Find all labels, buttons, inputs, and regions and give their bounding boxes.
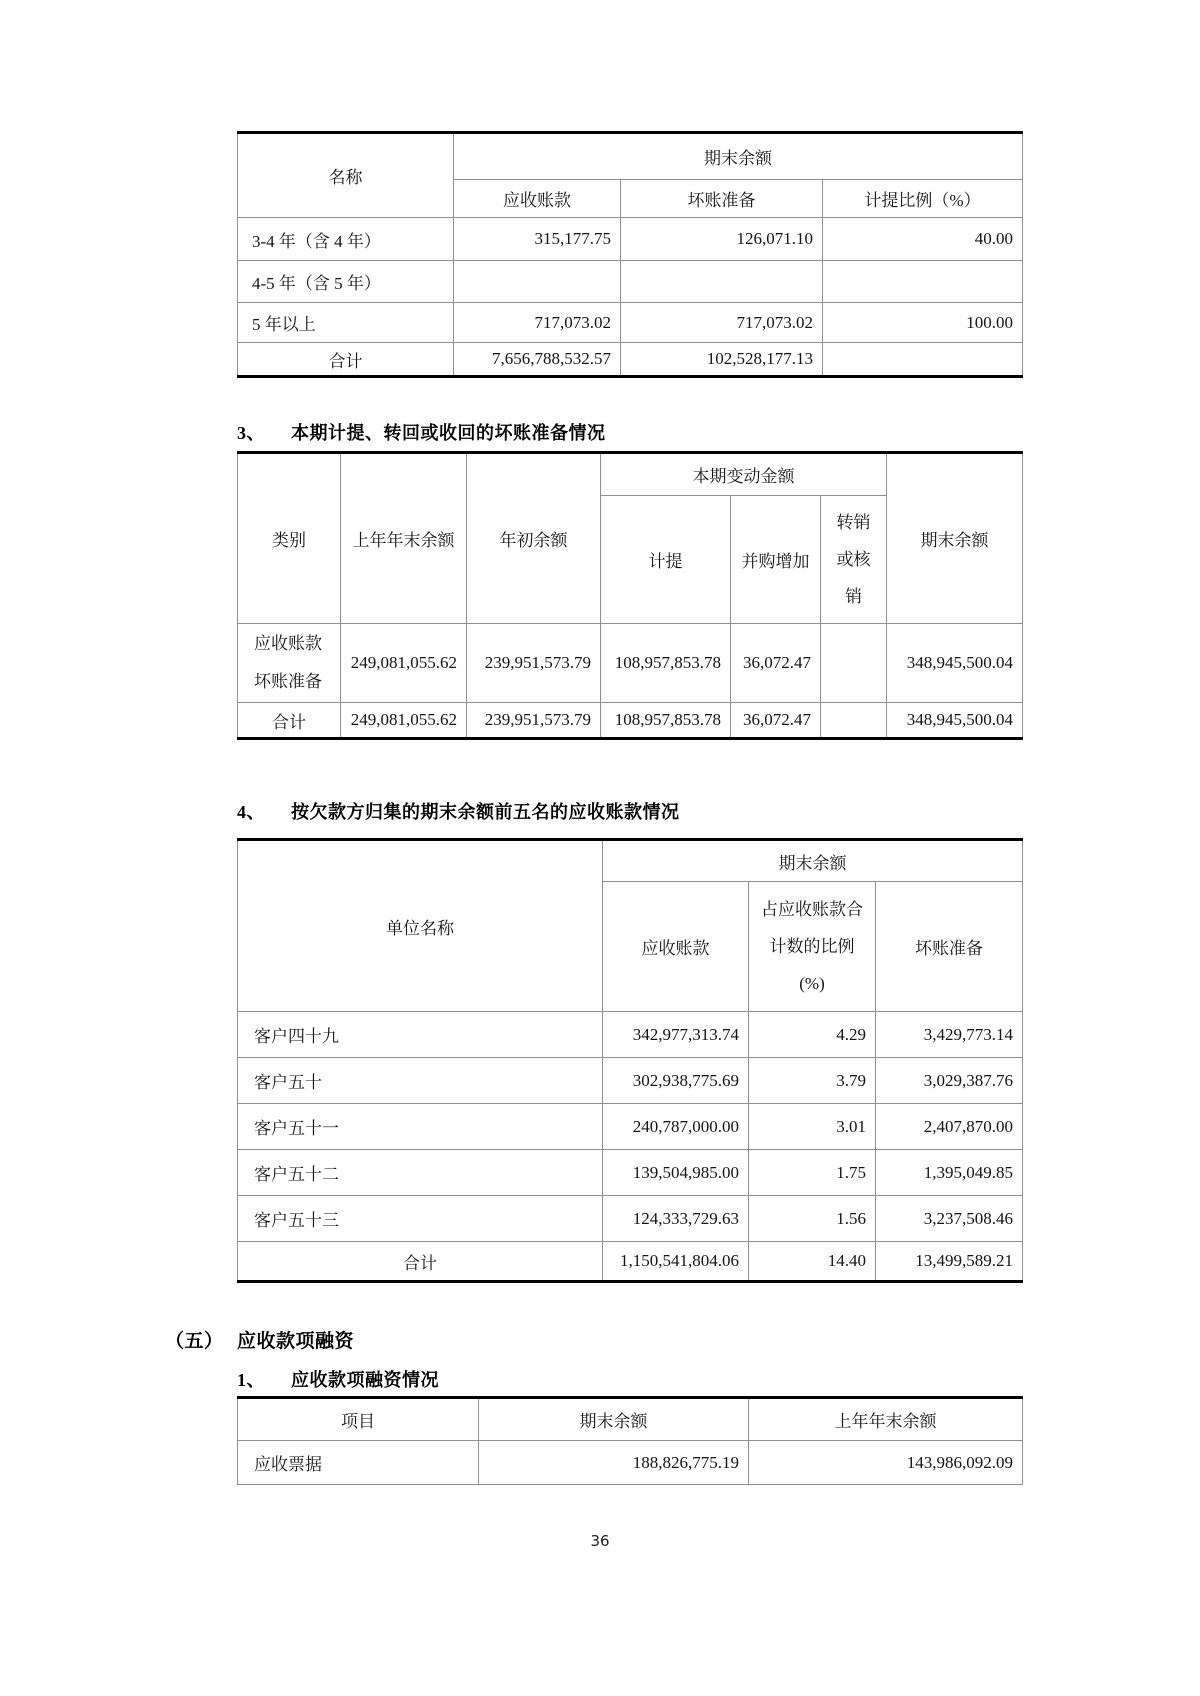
section-heading-5-1	[237, 1366, 439, 1392]
table-cell: 717,073.02	[621, 303, 823, 343]
column-header-receivable: 应收账款	[603, 882, 749, 1012]
header-line: 计数的比例	[769, 937, 855, 956]
column-header-bad-debt: 坏账准备	[876, 882, 1023, 1012]
table-cell: 3.79	[749, 1058, 876, 1104]
table-row	[238, 1441, 1023, 1485]
table-row	[238, 1196, 1023, 1242]
table-cell: 249,081,055.62	[341, 624, 467, 703]
table-cell	[823, 343, 1023, 377]
table-cell: 240,787,000.00	[603, 1104, 749, 1150]
table-cell: 客户四十九	[238, 1012, 603, 1058]
table-cell: 302,938,775.69	[603, 1058, 749, 1104]
table-row	[238, 261, 1023, 303]
column-header-period-end: 期末余额	[887, 453, 1023, 624]
table-cell: 3,237,508.46	[876, 1196, 1023, 1242]
table-header-row	[238, 133, 1023, 180]
table-cell: 348,945,500.04	[887, 703, 1023, 739]
section-index: 1、	[237, 1370, 265, 1390]
table-row	[238, 1058, 1023, 1104]
table-cell: 126,071.10	[621, 218, 823, 261]
receivables-financing-table	[237, 1396, 1023, 1485]
column-header-writeoff	[821, 496, 887, 624]
column-header-prev-year-end: 上年年末余额	[341, 453, 467, 624]
table-cell: 3-4 年（含 4 年）	[238, 218, 454, 261]
table-row	[238, 303, 1023, 343]
table-cell: 4-5 年（含 5 年）	[238, 261, 454, 303]
table-cell: 348,945,500.04	[887, 624, 1023, 703]
page-number: 36	[590, 1532, 610, 1550]
table-cell: 102,528,177.13	[621, 343, 823, 377]
table-row	[238, 1104, 1023, 1150]
table-cell: 14.40	[749, 1242, 876, 1282]
table-cell: 3,029,387.76	[876, 1058, 1023, 1104]
table-cell	[454, 261, 621, 303]
table-cell: 108,957,853.78	[601, 624, 731, 703]
table-cell: 1,150,541,804.06	[603, 1242, 749, 1282]
table-cell: 36,072.47	[731, 703, 821, 739]
column-header-receivable: 应收账款	[454, 180, 621, 218]
table-cell	[821, 703, 887, 739]
table-cell: 143,986,092.09	[749, 1441, 1023, 1485]
header-line: 占应收账款合	[761, 900, 863, 919]
table-cell: 108,957,853.78	[601, 703, 731, 739]
header-line: (%)	[799, 974, 825, 993]
table-cell: 1.56	[749, 1196, 876, 1242]
top5-receivables-table	[237, 838, 1023, 1283]
table-cell	[621, 261, 823, 303]
table-row	[238, 218, 1023, 261]
column-header-group-change: 本期变动金额	[601, 453, 887, 496]
table-total-row	[238, 1242, 1023, 1282]
column-header-mna-increase: 并购增加	[731, 496, 821, 624]
column-header-item: 项目	[238, 1398, 479, 1441]
provision-movement-table	[237, 451, 1023, 740]
table-cell: 合计	[238, 343, 454, 377]
column-header-group-period-end: 期末余额	[603, 840, 1023, 882]
table-cell: 7,656,788,532.57	[454, 343, 621, 377]
table-cell: 239,951,573.79	[467, 624, 601, 703]
table-cell	[238, 624, 341, 703]
column-header-accrual: 计提	[601, 496, 731, 624]
section-title: 应收款项融资情况	[291, 1370, 439, 1390]
section-title: 应收款项融资	[237, 1331, 355, 1352]
section-title: 按欠款方归集的期末余额前五名的应收账款情况	[291, 802, 680, 822]
table-cell: 188,826,775.19	[479, 1441, 749, 1485]
table-cell: 4.29	[749, 1012, 876, 1058]
table-cell: 1,395,049.85	[876, 1150, 1023, 1196]
table-cell: 客户五十三	[238, 1196, 603, 1242]
table-cell: 客户五十二	[238, 1150, 603, 1196]
table-cell: 100.00	[823, 303, 1023, 343]
column-header-prev-year-end: 上年年末余额	[749, 1398, 1023, 1441]
table-cell: 13,499,589.21	[876, 1242, 1023, 1282]
column-header-ratio: 计提比例（%）	[823, 180, 1023, 218]
header-line: 转销	[836, 513, 871, 532]
table-cell: 249,081,055.62	[341, 703, 467, 739]
column-header-bad-debt: 坏账准备	[621, 180, 823, 218]
table-row	[238, 1150, 1023, 1196]
table-cell: 40.00	[823, 218, 1023, 261]
table-cell: 3,429,773.14	[876, 1012, 1023, 1058]
table-cell: 3.01	[749, 1104, 876, 1150]
table-cell: 5 年以上	[238, 303, 454, 343]
table-cell: 合计	[238, 703, 341, 739]
table-cell: 合计	[238, 1242, 603, 1282]
section-heading-4	[237, 798, 680, 824]
column-header-category: 类别	[238, 453, 341, 624]
header-line: 销	[845, 587, 862, 606]
table-header-row	[238, 453, 1023, 496]
column-header-period-end: 期末余额	[479, 1398, 749, 1441]
label-line: 应收账款	[254, 634, 322, 653]
table-cell: 2,407,870.00	[876, 1104, 1023, 1150]
section-index: 3、	[237, 423, 265, 443]
table-header-row	[238, 1398, 1023, 1441]
table-total-row	[238, 703, 1023, 739]
table-total-row	[238, 343, 1023, 377]
table-cell: 717,073.02	[454, 303, 621, 343]
table-row	[238, 1012, 1023, 1058]
section-title: 本期计提、转回或收回的坏账准备情况	[291, 423, 606, 443]
table-cell: 342,977,313.74	[603, 1012, 749, 1058]
table-cell: 124,333,729.63	[603, 1196, 749, 1242]
table-cell: 应收票据	[238, 1441, 479, 1485]
table-cell	[823, 261, 1023, 303]
label-line: 坏账准备	[254, 672, 322, 691]
table-cell: 客户五十一	[238, 1104, 603, 1150]
table-cell: 139,504,985.00	[603, 1150, 749, 1196]
section-index: 4、	[237, 802, 265, 822]
table-cell: 239,951,573.79	[467, 703, 601, 739]
column-header-group-period-end: 期末余额	[454, 133, 1023, 180]
section-heading-5	[165, 1326, 354, 1353]
column-header-name: 名称	[238, 133, 454, 218]
table-cell: 1.75	[749, 1150, 876, 1196]
section-index: （五）	[165, 1331, 224, 1352]
table-cell: 客户五十	[238, 1058, 603, 1104]
table-row	[238, 624, 1023, 703]
aging-analysis-table	[237, 131, 1023, 378]
column-header-unit-name: 单位名称	[238, 840, 603, 1012]
table-header-row	[238, 840, 1023, 882]
table-cell: 315,177.75	[454, 218, 621, 261]
section-heading-3	[237, 419, 606, 445]
column-header-year-begin: 年初余额	[467, 453, 601, 624]
column-header-ratio	[749, 882, 876, 1012]
table-cell: 36,072.47	[731, 624, 821, 703]
header-line: 或核	[836, 550, 871, 569]
table-cell	[821, 624, 887, 703]
